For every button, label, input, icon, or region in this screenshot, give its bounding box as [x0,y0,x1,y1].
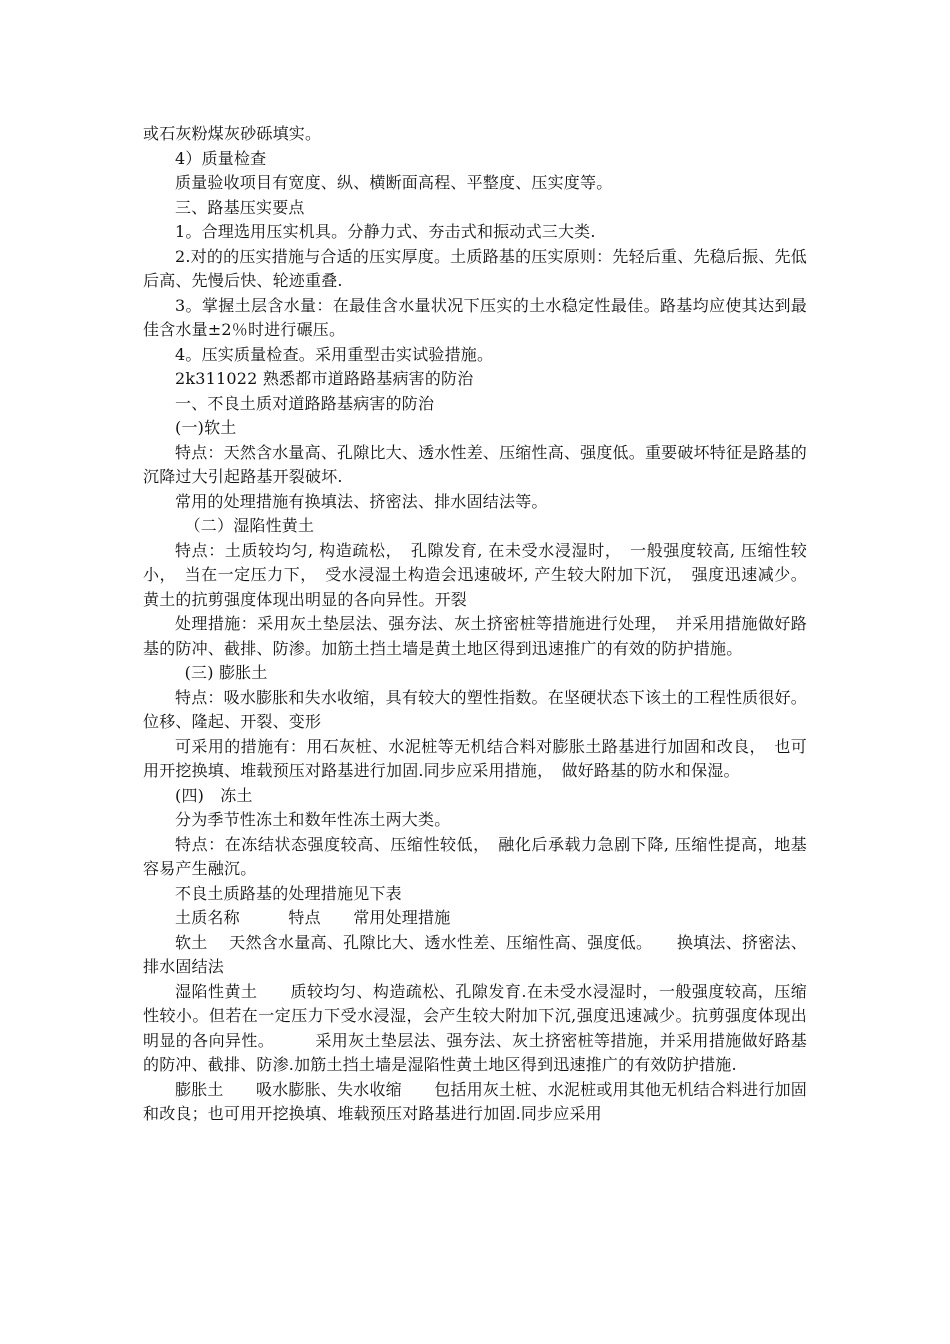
paragraph: 一、不良土质对道路路基病害的防治 [175,393,435,413]
paragraph: 1。合理选用压实机具。分静力式、夯击式和振动式三大类. [175,222,596,241]
paragraph: （二）湿陷性黄土 [184,516,315,535]
paragraph: (四) 冻土 [175,785,253,805]
paragraph: 处理措施：采用灰土垫层法、强夯法、灰土挤密桩等措施进行处理， 并采用措施做好路基的防冲、截排、防渗。加筋土挡土墙是黄土地区得到迅速推广的有效的防护措施。 [143,614,807,658]
paragraph: 不良土质路基的处理措施见下表 [175,883,402,903]
paragraph: 软土 天然含水量高、孔隙比大、透水性差、压缩性高、强度低。 换填法、挤密法、排水固结法 [143,932,807,976]
paragraph: 4）质量检查 [175,148,267,168]
paragraph: 或石灰粉煤灰砂砾填实。 [143,124,322,143]
paragraph: 土质名称 特点 常用处理措施 [175,908,451,927]
paragraph: 特点：在冻结状态强度较高、压缩性较低， 融化后承载力急剧下降, 压缩性提高，地基容易产生融沉。 [143,834,807,878]
document-body [143,122,807,1127]
paragraph: 膨胀土 吸水膨胀、失水收缩 包括用灰土桩、水泥桩或用其他无机结合料进行加固和改良；也可用开挖换填、堆载预压对路基进行加固.同步应采用 [143,1079,807,1123]
paragraph: 2k311022 熟悉都市道路路基病害的防治 [175,369,474,388]
paragraph: 分为季节性冻土和数年性冻土两大类。 [175,810,451,829]
paragraph: (一)软土 [175,418,237,437]
paragraph: 4。压实质量检查。采用重型击实试验措施。 [175,344,494,364]
paragraph: (三) 膨胀土 [184,663,268,682]
paragraph: 特点：天然含水量高、孔隙比大、透水性差、压缩性高、强度低。重要破坏特征是路基的沉降过大引起路基开裂破坏. [143,442,807,486]
paragraph: 常用的处理措施有换填法、挤密法、排水固结法等。 [175,491,548,511]
paragraph: 质量验收项目有宽度、纵、横断面高程、平整度、压实度等。 [175,173,613,192]
paragraph: 3。掌握土层含水量：在最佳含水量状况下压实的土水稳定性最佳。路基均应使其达到最佳含水量±2％时进行碾压。 [143,295,807,339]
paragraph: 特点：土质较均匀, 构造疏松， 孔隙发育, 在未受水浸湿时， 一般强度较高, 压缩性较小， 当在一定压力下， 受水浸湿土构造会迅速破坏, 产生较大附加下沉， 强度迅速减少。黄土的抗剪强度体现出明显的各向异性。开裂 [143,540,807,609]
paragraph: 特点：吸水膨胀和失水收缩，具有较大的塑性指数。在坚硬状态下该土的工程性质很好。位移、隆起、开裂、变形 [143,687,807,731]
paragraph: 可采用的措施有：用石灰桩、水泥桩等无机结合料对膨胀土路基进行加固和改良， 也可用开挖换填、堆载预压对路基进行加固.同步应采用措施， 做好路基的防水和保湿。 [143,736,807,780]
paragraph: 2.对的的压实措施与合适的压实厚度。土质路基的压实原则：先轻后重、先稳后振、先低后高、先慢后快、轮迹重叠. [143,246,807,290]
paragraph: 三、路基压实要点 [175,197,305,217]
paragraph: 湿陷性黄土 质较均匀、构造疏松、孔隙发育.在未受水浸湿时，一般强度较高，压缩性较小。但若在一定压力下受水浸湿，会产生较大附加下沉,强度迅速减少。抗剪强度体现出明显的各向异性。 采用灰土垫层法、强夯法、灰土挤密桩等措施，并采用措施做好路基的防冲、截排、防渗.加筋土挡土墙是湿陷性黄土地区得到迅速推广的有效防护措施. [143,981,807,1074]
